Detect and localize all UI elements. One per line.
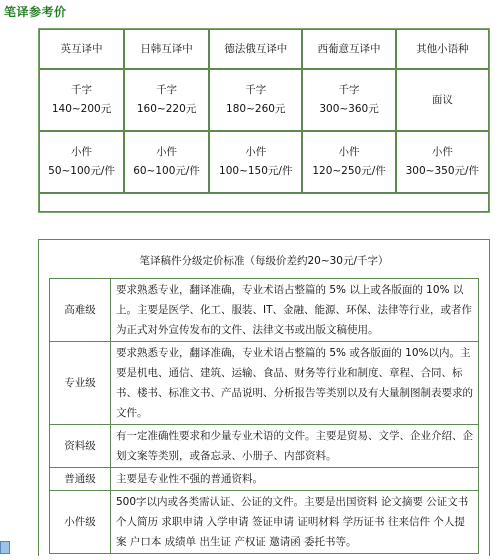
level-description: 要求熟悉专业，翻译准确，专业术语占整篇的 5% 以上或各版面的 10% 以上。主要是医学、化工、服装、IT、金融、能源、环保、法律等行业，或者作为正式对外宣传发布的文件、法律文书或出版文稿使用。: [111, 279, 479, 342]
grading-standards-box: [38, 239, 490, 556]
price-cell: [302, 131, 395, 193]
price-value: 面议: [431, 93, 453, 106]
standards-table: [49, 278, 479, 554]
price-value: 60~100元/件: [133, 165, 200, 177]
standard-row: [50, 468, 479, 491]
language-header: 德法俄互译中: [209, 29, 302, 69]
level-description: 主要是专业性不强的普通资料。: [111, 468, 479, 491]
unit-label: 小件: [245, 146, 267, 158]
unit-label: 小件: [71, 146, 93, 158]
empty-cell: [39, 193, 489, 212]
level-name: 普通级: [50, 468, 111, 491]
price-cell: [124, 131, 209, 193]
price-value: 140~200元: [51, 103, 112, 115]
price-cell: [39, 131, 124, 193]
price-cell: [302, 69, 395, 131]
level-name: 资料级: [50, 425, 111, 468]
level-name: 高难级: [50, 279, 111, 342]
unit-label: 千字: [245, 84, 267, 96]
language-header: 其他小语种: [396, 29, 489, 69]
price-value: 300~350元/件: [405, 165, 480, 177]
language-row: [39, 29, 489, 69]
price-table: [38, 28, 490, 213]
level-description: 要求熟悉专业，翻译准确，专业术语占整篇的 5% 或各版面的 10%以内。主要是机电、通信、建筑、运输、食品、财务等行业和制度、章程、合同、标书、楼书、标准文书、产品说明、分析报告等类别以及有大量制图制表要求的文件。: [111, 342, 479, 425]
unit-label: 小件: [156, 146, 178, 158]
price-cell: [209, 69, 302, 131]
price-value: 300~360元: [319, 103, 379, 115]
price-value: 50~100元/件: [48, 165, 115, 177]
standard-row: [50, 425, 479, 468]
price-value: 120~250元/件: [312, 165, 386, 177]
price-cell: [396, 69, 489, 131]
price-cell: [124, 69, 209, 131]
unit-label: 小件: [431, 146, 453, 158]
per-item-row: [39, 131, 489, 193]
standards-heading: 笔译稿件分级定价标准（每级价差约20~30元/千字）: [139, 255, 389, 267]
standard-row: [50, 342, 479, 425]
standard-row: [50, 279, 479, 342]
unit-label: 千字: [71, 84, 93, 96]
price-value: 160~220元: [136, 103, 197, 115]
level-description: 500字以内或各类需认证、公证的文件。主要是出国资料 论文摘要 公证文书 个人简历 求职申请 入学申请 签证申请 证明材料 学历证书 往来信件 个人提案 户口本 成绩单 出生证 产权证 邀请函 委托书等。: [111, 491, 479, 554]
language-header: 西葡意互译中: [302, 29, 395, 69]
language-header: 英互译中: [39, 29, 124, 69]
price-value: 180~260元: [226, 103, 286, 115]
price-cell: [396, 131, 489, 193]
spacer-row: [39, 193, 489, 212]
unit-label: 千字: [156, 84, 178, 96]
price-value: 100~150元/件: [219, 165, 293, 177]
page-title: 笔译参考价: [4, 5, 67, 19]
price-cell: [39, 69, 124, 131]
level-name: 小件级: [50, 491, 111, 554]
standard-row: [50, 491, 479, 554]
price-cell: [209, 131, 302, 193]
unit-label: 千字: [338, 84, 360, 96]
unit-label: 小件: [338, 146, 360, 158]
level-name: 专业级: [50, 342, 111, 425]
language-header: 日韩互译中: [124, 29, 209, 69]
page-icon: [0, 541, 10, 554]
per-thousand-row: [39, 69, 489, 131]
level-description: 有一定准确性要求和少量专业术语的文件。主要是贸易、文学、企业介绍、企划文案等类别，或备忘录、小册子、内部资料。: [111, 425, 479, 468]
